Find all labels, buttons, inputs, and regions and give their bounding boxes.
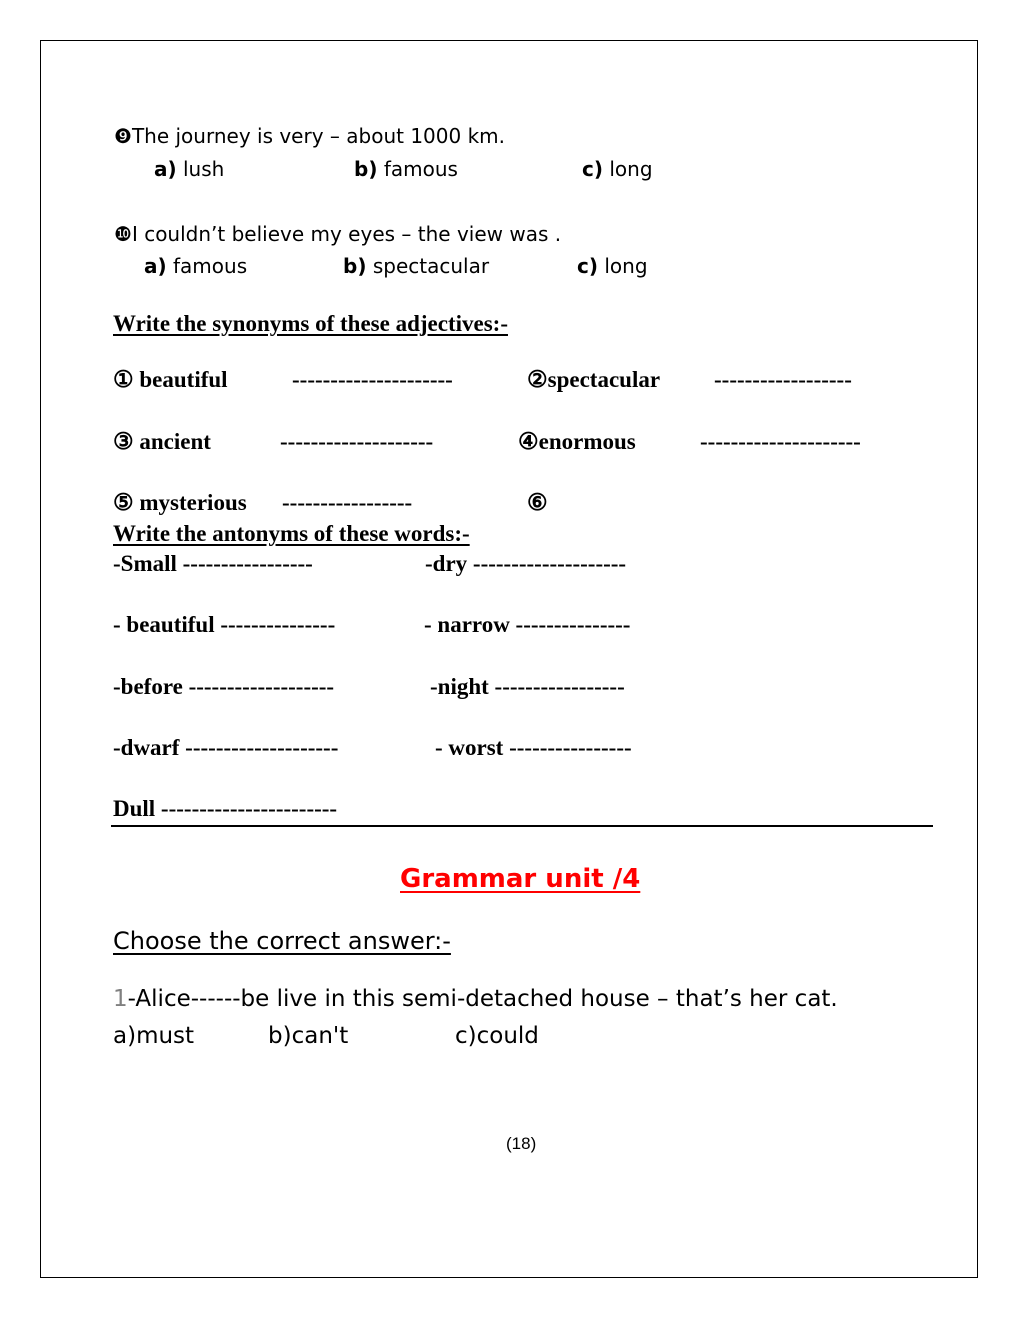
question-marker: ❾ (114, 124, 132, 148)
synonym-item-3: ③ ancient (113, 429, 211, 454)
option-letter: a) (154, 157, 177, 181)
antonym-item-narrow: - narrow --------------- (424, 612, 631, 637)
synonym-item-6: ⑥ (527, 490, 548, 515)
option-b (354, 157, 458, 181)
option-letter: c) (577, 254, 598, 278)
section-divider (111, 825, 933, 827)
option-a (144, 254, 247, 278)
antonym-item-before: -before ------------------- (113, 674, 335, 699)
question-text: I couldn’t believe my eyes – the view was . (131, 222, 562, 246)
question-10 (114, 222, 561, 246)
synonym-item-4: ④enormous (518, 429, 636, 454)
option-letter: c) (582, 157, 603, 181)
question-text: -Alice------be live in this semi-detached house – that’s her cat. (127, 986, 838, 1012)
option-text: famous (383, 157, 458, 181)
synonym-blank-2: ------------------ (714, 367, 852, 392)
grammar-option-c: c)could (455, 1023, 539, 1049)
synonym-blank-3: -------------------- (280, 429, 434, 454)
question-9 (114, 124, 505, 148)
synonym-blank-5: ----------------- (282, 490, 413, 515)
synonym-blank-1: --------------------- (292, 367, 453, 392)
option-text: spectacular (372, 254, 490, 278)
question-marker: ❿ (114, 222, 132, 246)
antonym-item-night: -night ----------------- (430, 674, 625, 699)
grammar-option-b: b)can't (268, 1023, 349, 1049)
question-number: 1 (113, 986, 128, 1012)
synonyms-heading: Write the synonyms of these adjectives:- (113, 311, 508, 336)
option-text: lush (183, 157, 225, 181)
antonym-item-worst: - worst ---------------- (435, 735, 632, 760)
page-number: (18) (506, 1134, 537, 1153)
option-a (154, 157, 224, 181)
option-text: long (609, 157, 653, 181)
option-b (343, 254, 489, 278)
synonym-item-1: ① beautiful (113, 367, 228, 392)
grammar-instruction: Choose the correct answer:- (113, 927, 451, 955)
grammar-question-1 (113, 986, 838, 1012)
antonym-item-dry: -dry -------------------- (425, 551, 627, 576)
option-letter: b) (343, 254, 367, 278)
option-text: famous (173, 254, 248, 278)
grammar-option-a: a)must (113, 1023, 195, 1049)
option-c (577, 254, 648, 278)
grammar-title: Grammar unit /4 (400, 864, 641, 894)
antonym-item-beautiful: - beautiful --------------- (113, 612, 336, 637)
synonym-item-5: ⑤ mysterious (113, 490, 247, 515)
antonym-item-small: -Small ----------------- (113, 551, 313, 576)
antonym-item-dwarf: -dwarf -------------------- (113, 735, 339, 760)
option-letter: b) (354, 157, 378, 181)
question-text: The journey is very – about 1000 km. (131, 124, 505, 148)
antonym-item-dull: Dull ----------------------- (113, 796, 338, 821)
option-letter: a) (144, 254, 167, 278)
option-c (582, 157, 653, 181)
synonym-item-2: ②spectacular (527, 367, 661, 392)
synonym-blank-4: --------------------- (700, 429, 861, 454)
antonyms-heading: Write the antonyms of these words:- (113, 521, 470, 546)
option-text: long (604, 254, 648, 278)
